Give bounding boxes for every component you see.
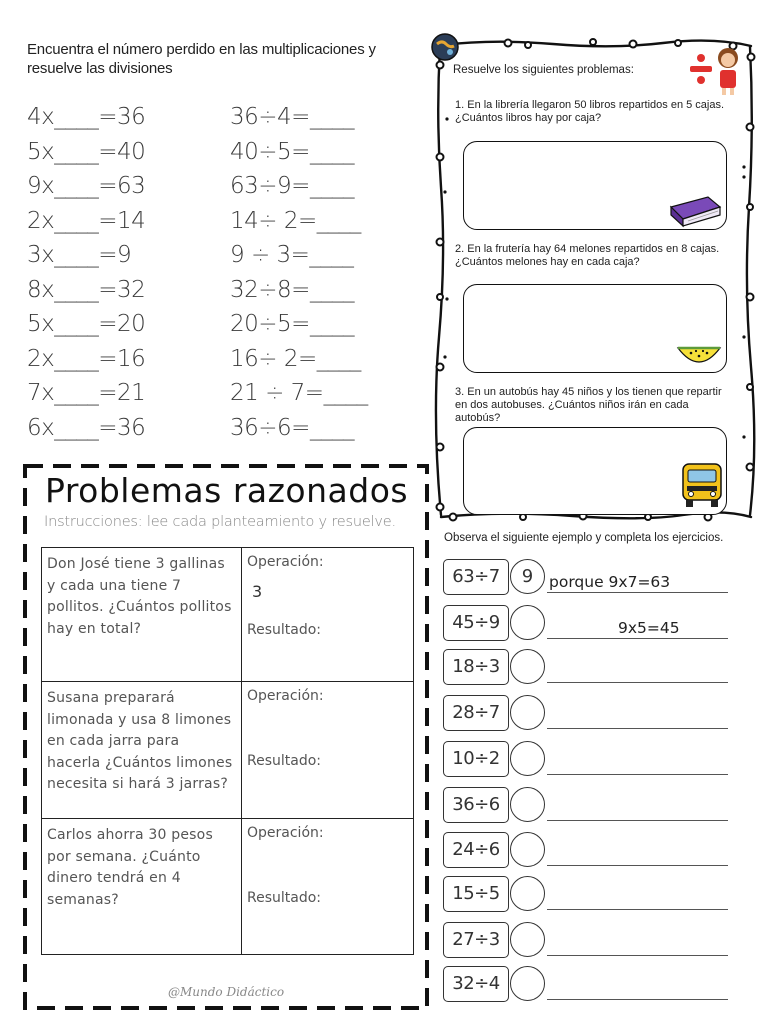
razonados-table — [41, 547, 414, 955]
answer-line — [547, 638, 728, 639]
quotient-circle[interactable] — [510, 966, 545, 1001]
division-box: 15÷5 — [443, 876, 509, 912]
problems-intro: Resuelve los siguientes problemas: — [453, 64, 634, 76]
division-exercise-row — [443, 922, 728, 958]
division-box: 27÷3 — [443, 922, 509, 958]
problem-2-text: 2. En la frutería hay 64 melones repartidos en 8 cajas. ¿Cuántos melones hay en cada caja? — [455, 243, 720, 268]
division-item[interactable]: 40÷5=____ — [230, 138, 354, 165]
problem-question: Carlos ahorra 30 pesos por semana. ¿Cuánto dinero tendrá en 4 semanas? — [47, 827, 213, 908]
answer-text[interactable]: 9x5=45 — [618, 619, 680, 637]
division-box: 45÷9 — [443, 605, 509, 641]
answer-line — [547, 682, 728, 683]
division-box: 36÷6 — [443, 787, 509, 823]
multiplication-item[interactable]: 3x____=9 — [27, 242, 132, 268]
division-list — [230, 100, 368, 445]
multiplication-item[interactable]: 9x____=63 — [27, 173, 146, 199]
answer-line — [547, 999, 728, 1000]
table-row — [42, 548, 413, 682]
result-label: Resultado: — [247, 753, 322, 769]
multiplication-item[interactable]: 7x____=21 — [27, 380, 146, 406]
quotient-circle[interactable] — [510, 922, 545, 957]
drill-instructions: Encuentra el número perdido en las multiplicaciones y resuelve las divisiones — [27, 41, 376, 77]
division-exercise-row — [443, 605, 728, 641]
problem-1-text: 1. En la librería llegaron 50 libros repartidos en 5 cajas. ¿Cuántos libros hay por caja? — [455, 99, 725, 124]
division-item[interactable]: 36÷4=____ — [230, 104, 354, 130]
division-box: 18÷3 — [443, 649, 509, 685]
multiplication-item[interactable]: 5x____=40 — [27, 138, 146, 165]
multiplication-item[interactable]: 8x____=32 — [27, 276, 146, 303]
division-exercise-row — [443, 966, 728, 1002]
multiplication-item[interactable]: 6x____=36 — [27, 414, 146, 441]
answer-text[interactable]: porque 9x7=63 — [549, 573, 671, 591]
problem-question: Susana preparará limonada y usa 8 limones en cada jarra para hacerla ¿Cuántos limones necesita si hará 3 jarras? — [47, 690, 233, 792]
quotient-circle[interactable] — [510, 649, 545, 684]
division-item[interactable]: 36÷6=____ — [230, 414, 354, 441]
multiplication-item[interactable]: 5x____=20 — [27, 311, 146, 337]
answer-line — [547, 955, 728, 956]
quotient-circle[interactable] — [510, 832, 545, 867]
operation-value[interactable]: 3 — [252, 582, 263, 601]
girl-with-division-sign-icon — [688, 44, 743, 96]
quotient-circle[interactable] — [510, 741, 545, 776]
result-label: Resultado: — [247, 890, 322, 906]
globe-logo-icon — [430, 32, 460, 62]
division-item[interactable]: 32÷8=____ — [230, 276, 354, 303]
quotient-circle[interactable]: 9 — [510, 559, 545, 594]
books-icon — [668, 193, 723, 229]
operation-label: Operación: — [247, 554, 324, 570]
division-box: 63÷7 — [443, 559, 509, 595]
answer-line — [547, 820, 728, 821]
razonados-instructions: Instrucciones: lee cada planteamiento y resuelve. — [44, 514, 396, 530]
division-exercise-row — [443, 559, 728, 595]
answer-line — [547, 774, 728, 775]
problem-3-text: 3. En un autobús hay 45 niños y los tienen que repartir en dos autobuses. ¿Cuántos niños irán en cada autobús? — [455, 386, 722, 424]
answer-line — [547, 592, 728, 593]
razonados-title: Problemas razonados — [45, 471, 409, 510]
division-box: 32÷4 — [443, 966, 509, 1002]
result-label: Resultado: — [247, 622, 322, 638]
division-item[interactable]: 16÷ 2=____ — [230, 345, 361, 372]
quotient-circle[interactable] — [510, 695, 545, 730]
division-item[interactable]: 63÷9=____ — [230, 173, 354, 199]
quotient-circle[interactable] — [510, 787, 545, 822]
multiplication-item[interactable]: 4x____=36 — [27, 104, 146, 130]
table-row — [42, 819, 413, 956]
division-exercise-row — [443, 649, 728, 685]
answer-line — [547, 865, 728, 866]
problem-question: Don José tiene 3 gallinas y cada una tiene 7 pollitos. ¿Cuántos pollitos hay en total? — [47, 556, 232, 637]
example-intro: Observa el siguiente ejemplo y completa los ejercicios. — [444, 532, 724, 544]
division-item[interactable]: 14÷ 2=____ — [230, 207, 361, 234]
table-row — [42, 682, 413, 819]
division-exercise-row — [443, 832, 728, 868]
multiplication-item[interactable]: 2x____=14 — [27, 207, 146, 234]
division-item[interactable]: 9 ÷ 3=____ — [230, 242, 354, 268]
school-bus-icon — [680, 460, 724, 510]
multiplication-item[interactable]: 2x____=16 — [27, 345, 146, 372]
division-box: 10÷2 — [443, 741, 509, 777]
operation-label: Operación: — [247, 688, 324, 704]
answer-line — [547, 909, 728, 910]
division-box: 28÷7 — [443, 695, 509, 731]
quotient-circle[interactable] — [510, 876, 545, 911]
answer-line — [547, 728, 728, 729]
division-box: 24÷6 — [443, 832, 509, 868]
division-exercise-row — [443, 787, 728, 823]
multiplication-list — [27, 100, 145, 445]
division-exercise-row — [443, 876, 728, 912]
quotient-circle[interactable] — [510, 605, 545, 640]
division-item[interactable]: 21 ÷ 7=____ — [230, 380, 368, 406]
division-exercise-row — [443, 741, 728, 777]
division-exercise-row — [443, 695, 728, 731]
operation-label: Operación: — [247, 825, 324, 841]
watermelon-icon — [676, 344, 722, 370]
division-item[interactable]: 20÷5=____ — [230, 311, 354, 337]
credit-text: @Mundo Didáctico — [168, 985, 285, 999]
